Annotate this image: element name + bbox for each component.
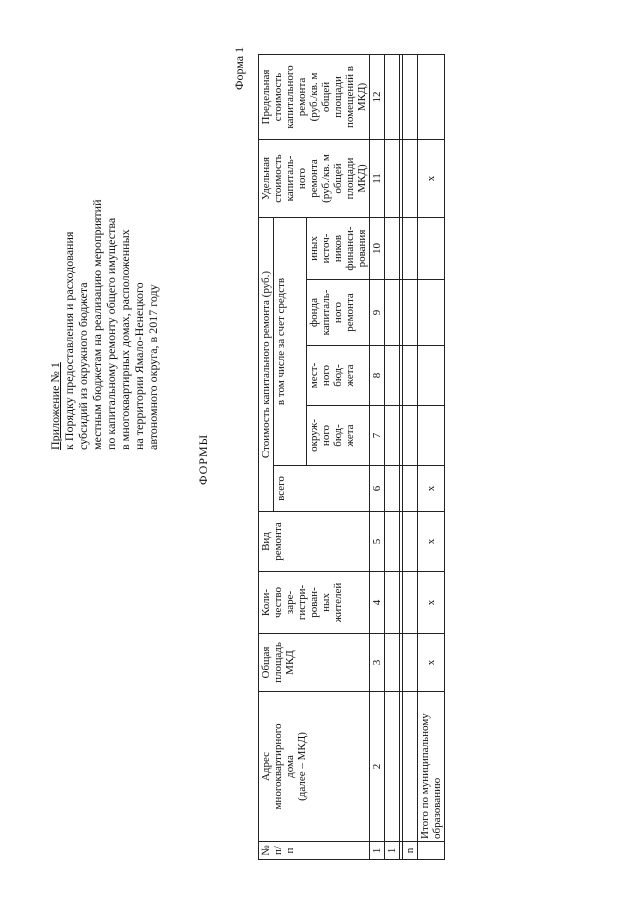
table-cell: [403, 280, 418, 346]
header-repair-fund: фонда капиталь- ного ремонта: [307, 280, 370, 346]
appendix-line: к Порядку предоставления и расходования: [62, 231, 76, 450]
table-cell: [403, 55, 418, 140]
table-cell: [403, 346, 418, 406]
table-cell: [385, 634, 400, 692]
table-cell: [403, 218, 418, 280]
table-cell: [385, 572, 400, 634]
table-cell: [418, 280, 445, 346]
header-max-cost: Предельная стоимость капитального ремонта (руб./кв. м общей площади помещений в МКД): [259, 55, 370, 140]
col-number: 9: [370, 280, 385, 346]
col-number: 11: [370, 140, 385, 218]
table-cell: [418, 55, 445, 140]
appendix-title: Приложение № 1: [48, 362, 62, 450]
table-cell: [418, 842, 445, 860]
appendix-block: [48, 130, 160, 450]
table-cell: [385, 466, 400, 512]
table-cell: [385, 218, 400, 280]
table-cell: [385, 512, 400, 572]
table-cell: x: [418, 634, 445, 692]
header-other-sources: иных источ- ников финанси- рования: [307, 218, 370, 280]
table-cell: [418, 406, 445, 466]
table-cell: [403, 634, 418, 692]
col-number: 5: [370, 512, 385, 572]
header-unit-cost: Удельная стоимость капиталь- ного ремонта (руб./кв. м общей площади МКД): [259, 140, 370, 218]
header-cost-group: Стоимость капитального ремонта (руб.): [259, 218, 274, 512]
table-cell: [385, 406, 400, 466]
col-number: 2: [370, 692, 385, 842]
table-cell: [403, 692, 418, 842]
table-cell: 1: [385, 842, 400, 860]
table-cell: [385, 55, 400, 140]
repair-cost-table: [258, 54, 445, 860]
header-total: всего: [274, 466, 370, 512]
col-number: 3: [370, 634, 385, 692]
table-cell: [403, 572, 418, 634]
appendix-line: по капитальному ремонту общего имущества: [104, 217, 118, 450]
table-row: [403, 55, 418, 860]
header-address: Адрес многоквартирного дома (далее – МКД): [259, 692, 370, 842]
header-area: Общая площадь МКД: [259, 634, 370, 692]
table-cell: [418, 218, 445, 280]
appendix-line: на территории Ямало-Ненецкого: [132, 282, 146, 450]
appendix-line: субсидий из окружного бюджета: [76, 282, 90, 450]
col-number: 7: [370, 406, 385, 466]
col-number: 8: [370, 346, 385, 406]
form-number-label: Форма 1: [232, 46, 246, 90]
header-local-budget: мест- ного бюд- жета: [307, 346, 370, 406]
table-cell: [385, 280, 400, 346]
appendix-line: местным бюджетам на реализацию мероприятий: [90, 199, 104, 450]
table-cell: x: [418, 140, 445, 218]
header-num: № п/п: [259, 842, 370, 860]
table-cell: [403, 512, 418, 572]
header-repair-type: Вид ремонта: [259, 512, 370, 572]
table-cell: x: [418, 572, 445, 634]
forms-heading: ФОРМЫ: [196, 433, 210, 485]
total-label: Итого по муниципальному образованию: [418, 692, 445, 842]
table-cell: [385, 346, 400, 406]
col-number: 1: [370, 842, 385, 860]
table-row: [385, 55, 400, 860]
col-number: 4: [370, 572, 385, 634]
header-district-budget: окруж- ного бюд- жета: [307, 406, 370, 466]
table-cell: [418, 346, 445, 406]
table-cell: x: [418, 512, 445, 572]
header-incl-group: в том числе за счет средств: [274, 218, 307, 466]
appendix-line: в многоквартирных домах, расположенных: [118, 229, 132, 450]
col-number: 6: [370, 466, 385, 512]
column-number-row: [370, 55, 385, 860]
header-residents: Коли- чество заре- гистри- рован- ных жителей: [259, 572, 370, 634]
table-cell: [403, 140, 418, 218]
appendix-line: автономного округа, в 2017 году: [146, 284, 160, 450]
total-row: [418, 55, 445, 860]
table-cell: [403, 466, 418, 512]
header-row-1: [259, 55, 274, 860]
table-cell: x: [418, 466, 445, 512]
table-cell: [385, 140, 400, 218]
col-number: 10: [370, 218, 385, 280]
table-cell: [385, 692, 400, 842]
table-cell: n: [403, 842, 418, 860]
table-cell: [403, 406, 418, 466]
col-number: 12: [370, 55, 385, 140]
